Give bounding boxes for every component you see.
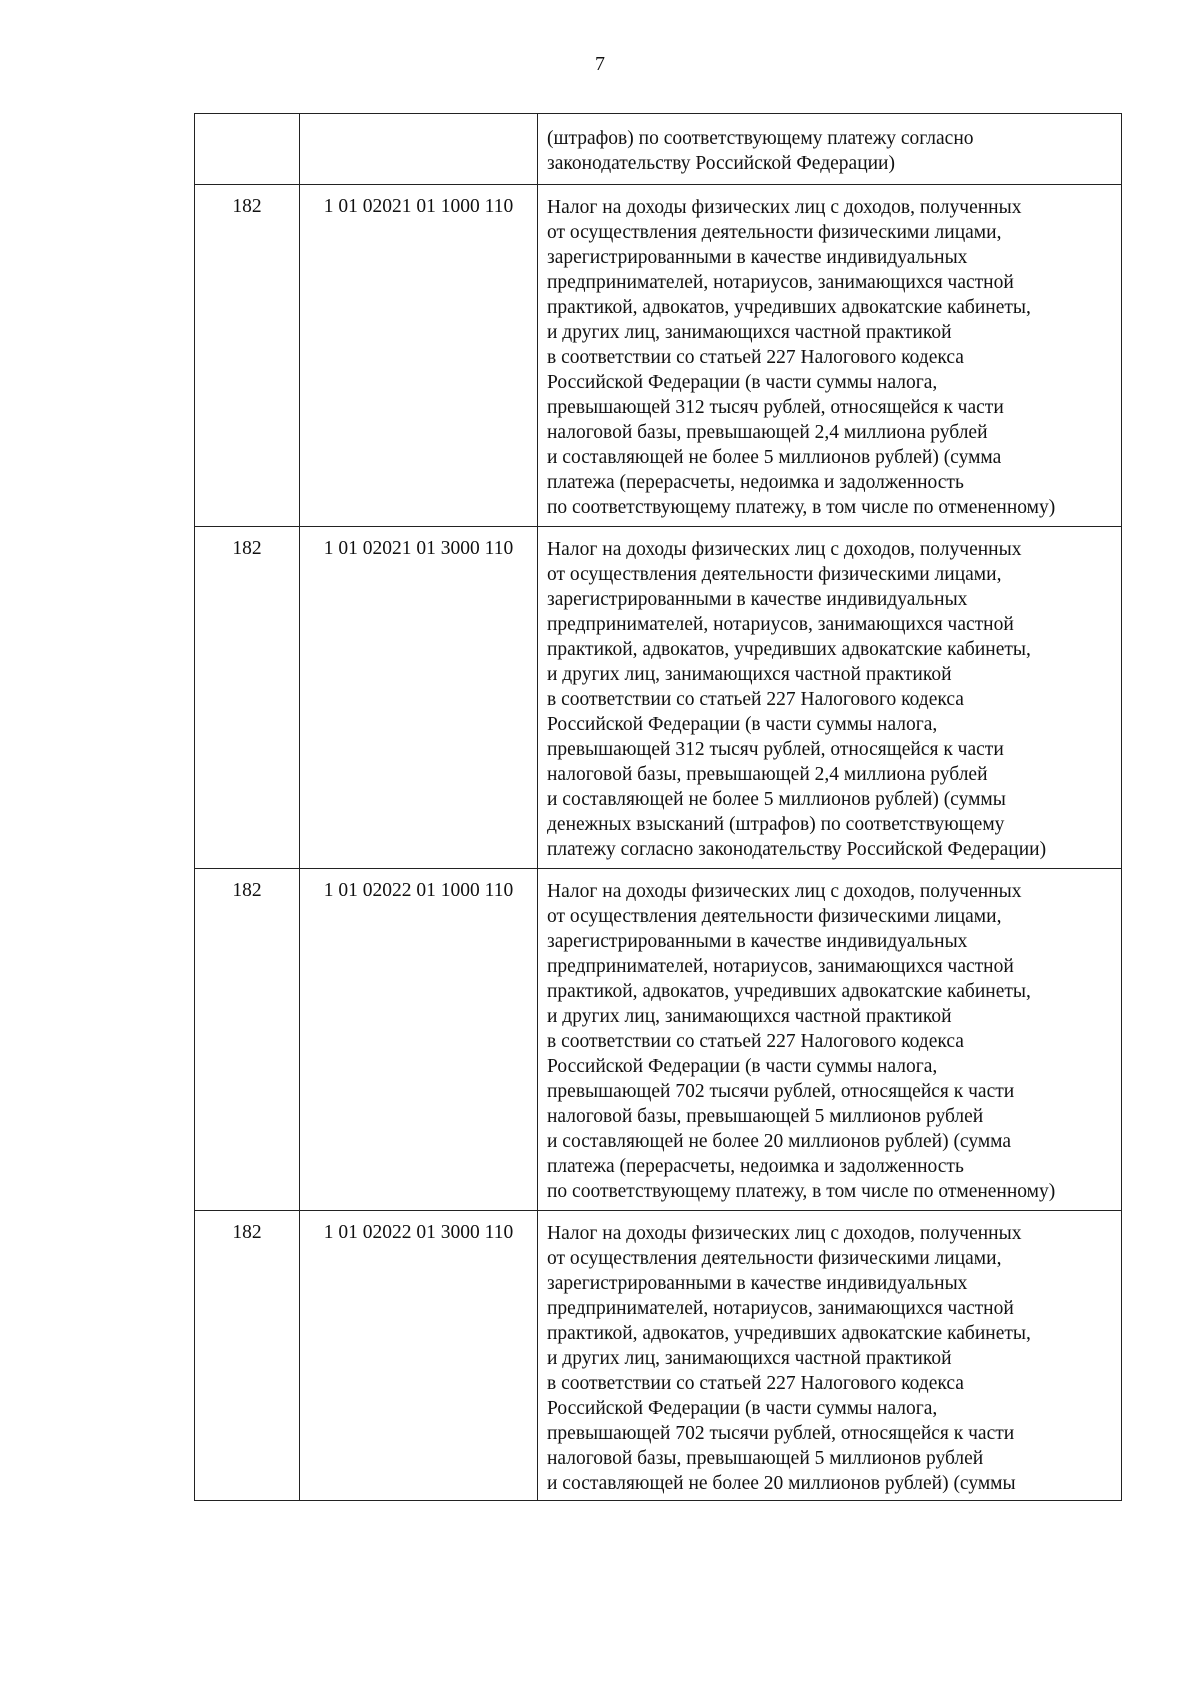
- description-cell: [538, 114, 1122, 185]
- description-line: предпринимателей, нотариусов, занимающихся частной: [547, 1298, 1014, 1319]
- description-line: в соответствии со статьей 227 Налогового кодекса: [547, 1373, 964, 1394]
- description-line: от осуществления деятельности физическими лицами,: [547, 222, 1002, 243]
- description-line: в соответствии со статьей 227 Налогового кодекса: [547, 689, 964, 710]
- budget-code-cell: [300, 114, 538, 185]
- description-cell: [538, 869, 1122, 1211]
- description-line: Российской Федерации (в части суммы налога,: [547, 1056, 938, 1077]
- description-cell: [538, 1211, 1122, 1501]
- table-row: [195, 185, 1122, 527]
- budget-code-cell: 1 01 02021 01 3000 110: [300, 527, 538, 869]
- description-line: превышающей 702 тысячи рублей, относящейся к части: [547, 1423, 1015, 1444]
- admin-code-cell: [195, 114, 300, 185]
- description-line: платежу согласно законодательству Российской Федерации): [547, 839, 1047, 860]
- description-line: и составляющей не более 5 миллионов рублей) (сумма: [547, 447, 1002, 468]
- description-line: и составляющей не более 5 миллионов рублей) (суммы: [547, 789, 1006, 810]
- description-line: Налог на доходы физических лиц с доходов, полученных: [547, 881, 1022, 902]
- description-line: Налог на доходы физических лиц с доходов, полученных: [547, 539, 1022, 560]
- description-line: (штрафов) по соответствующему платежу согласно: [547, 128, 974, 149]
- description-line: Российской Федерации (в части суммы налога,: [547, 1398, 938, 1419]
- description-line: и других лиц, занимающихся частной практикой: [547, 1006, 952, 1027]
- description-line: по соответствующему платежу, в том числе по отмененному): [547, 1181, 1056, 1202]
- description-line: налоговой базы, превышающей 5 миллионов рублей: [547, 1448, 984, 1469]
- description-line: платежа (перерасчеты, недоимка и задолженность: [547, 472, 964, 493]
- description-line: и составляющей не более 20 миллионов рублей) (суммы: [547, 1473, 1016, 1494]
- admin-code-cell: 182: [195, 869, 300, 1211]
- description-line: налоговой базы, превышающей 5 миллионов рублей: [547, 1106, 984, 1127]
- budget-code-cell: 1 01 02022 01 3000 110: [300, 1211, 538, 1501]
- description-line: Налог на доходы физических лиц с доходов, полученных: [547, 1223, 1022, 1244]
- page-number: 7: [595, 53, 605, 75]
- description-line: предпринимателей, нотариусов, занимающихся частной: [547, 956, 1014, 977]
- description-line: и других лиц, занимающихся частной практикой: [547, 1348, 952, 1369]
- description-line: налоговой базы, превышающей 2,4 миллиона рублей: [547, 422, 988, 443]
- budget-classification-table: [194, 113, 1122, 1501]
- description-line: зарегистрированными в качестве индивидуальных: [547, 1273, 968, 1294]
- description-line: практикой, адвокатов, учредивших адвокатские кабинеты,: [547, 981, 1031, 1002]
- table-row: [195, 114, 1122, 185]
- description-line: от осуществления деятельности физическими лицами,: [547, 564, 1002, 585]
- description-line: практикой, адвокатов, учредивших адвокатские кабинеты,: [547, 1323, 1031, 1344]
- description-cell: [538, 527, 1122, 869]
- description-line: платежа (перерасчеты, недоимка и задолженность: [547, 1156, 964, 1177]
- description-line: законодательству Российской Федерации): [547, 153, 895, 174]
- admin-code-cell: 182: [195, 185, 300, 527]
- description-line: от осуществления деятельности физическими лицами,: [547, 1248, 1002, 1269]
- admin-code-cell: 182: [195, 1211, 300, 1501]
- table-row: [195, 1211, 1122, 1501]
- description-line: превышающей 702 тысячи рублей, относящейся к части: [547, 1081, 1015, 1102]
- description-line: и составляющей не более 20 миллионов рублей) (сумма: [547, 1131, 1012, 1152]
- description-line: Налог на доходы физических лиц с доходов, полученных: [547, 197, 1022, 218]
- description-line: от осуществления деятельности физическими лицами,: [547, 906, 1002, 927]
- description-line: Российской Федерации (в части суммы налога,: [547, 714, 938, 735]
- description-line: по соответствующему платежу, в том числе по отмененному): [547, 497, 1056, 518]
- admin-code-cell: 182: [195, 527, 300, 869]
- description-line: предпринимателей, нотариусов, занимающихся частной: [547, 614, 1014, 635]
- description-line: и других лиц, занимающихся частной практикой: [547, 664, 952, 685]
- description-line: денежных взысканий (штрафов) по соответствующему: [547, 814, 1005, 835]
- description-line: зарегистрированными в качестве индивидуальных: [547, 247, 968, 268]
- table-row: [195, 869, 1122, 1211]
- description-line: превышающей 312 тысяч рублей, относящейся к части: [547, 397, 1004, 418]
- description-line: практикой, адвокатов, учредивших адвокатские кабинеты,: [547, 297, 1031, 318]
- description-line: и других лиц, занимающихся частной практикой: [547, 322, 952, 343]
- description-line: зарегистрированными в качестве индивидуальных: [547, 589, 968, 610]
- description-line: в соответствии со статьей 227 Налогового кодекса: [547, 1031, 964, 1052]
- description-line: превышающей 312 тысяч рублей, относящейся к части: [547, 739, 1004, 760]
- description-line: в соответствии со статьей 227 Налогового кодекса: [547, 347, 964, 368]
- description-line: зарегистрированными в качестве индивидуальных: [547, 931, 968, 952]
- description-line: практикой, адвокатов, учредивших адвокатские кабинеты,: [547, 639, 1031, 660]
- budget-code-cell: 1 01 02022 01 1000 110: [300, 869, 538, 1211]
- description-line: предпринимателей, нотариусов, занимающихся частной: [547, 272, 1014, 293]
- table-row: [195, 527, 1122, 869]
- description-line: Российской Федерации (в части суммы налога,: [547, 372, 938, 393]
- description-line: налоговой базы, превышающей 2,4 миллиона рублей: [547, 764, 988, 785]
- description-cell: [538, 185, 1122, 527]
- budget-code-cell: 1 01 02021 01 1000 110: [300, 185, 538, 527]
